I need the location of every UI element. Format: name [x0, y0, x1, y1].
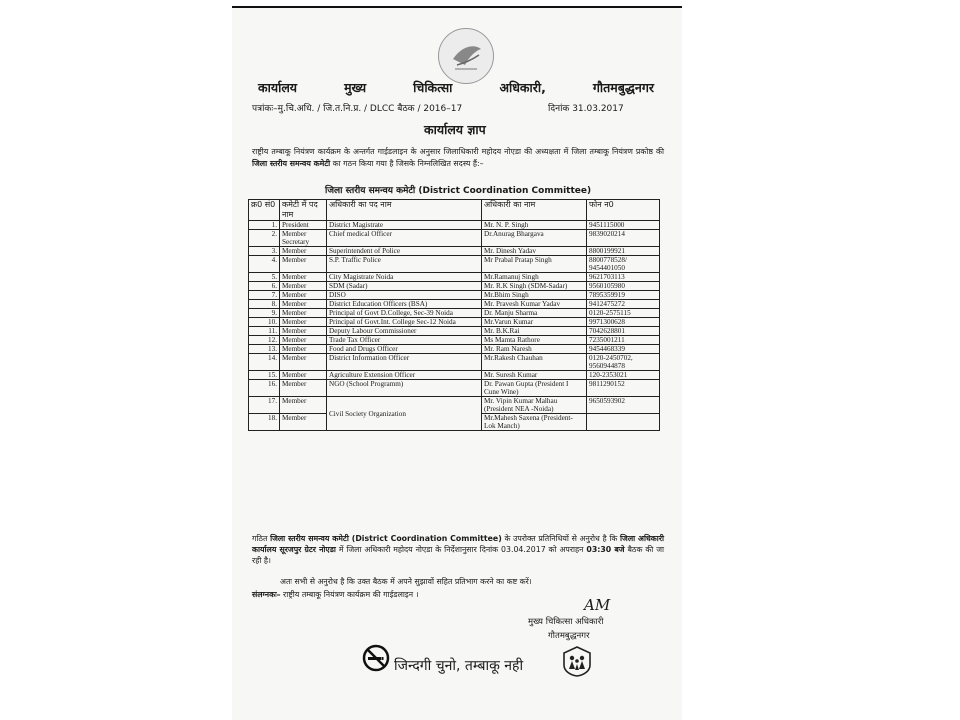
enclosure-text: राष्ट्रीय तम्बाकू नियंत्रण कार्यक्रम की गाईडलाइन । — [283, 590, 419, 599]
cell-phone: 9621703113 — [587, 273, 660, 282]
cell-serial: 17. — [249, 397, 280, 414]
cell-serial: 4. — [249, 256, 280, 273]
tobacco-slogan: जिन्दगी चुनो, तम्बाकू नही — [394, 658, 524, 674]
intro-committee-name: जिला स्तरीय समन्वय कमेटी — [252, 159, 331, 168]
meeting-e: में जिला अधिकारी महोदय नोएडा के निर्देशानुसार दिनांक 03.04.2017 को अपराहन — [338, 545, 584, 554]
cell-phone: 9454468339 — [587, 345, 660, 354]
cell-role: Member Secretary — [280, 230, 327, 247]
cell-post: Deputy Labour Commissioner — [327, 327, 482, 336]
signatory-district: गौतमबुद्धनगर — [548, 631, 590, 641]
cell-name: Ms Mamta Rathore — [482, 336, 587, 345]
cell-phone: 7235001211 — [587, 336, 660, 345]
cell-serial: 2. — [249, 230, 280, 247]
cell-phone: 7895359919 — [587, 291, 660, 300]
cell-role: Member — [280, 380, 327, 397]
header-officer-name: अधिकारी का नाम — [482, 200, 587, 221]
cell-phone: 8800778528/ 9454401050 — [587, 256, 660, 273]
cell-name: Dr.Anurag Bhargava — [482, 230, 587, 247]
header-district: गौतमबुद्धनगर — [592, 80, 654, 95]
reference-number: पत्रांकः–मु.चि.अधि. / जि.त.नि.प्र. / DLCC बैठक / 2016–17 — [252, 104, 463, 114]
cell-phone: 120-2353021 — [587, 371, 660, 380]
meeting-venue: जिला अधिकारी कार्यालय सूरजपुर ग्रेटर नोएडा — [252, 534, 665, 554]
cell-name: Mr. Dinesh Yadav — [482, 247, 587, 256]
cell-role: Member — [280, 291, 327, 300]
header-medical: चिकित्सा — [413, 80, 453, 95]
header-phone: फोन न0 — [587, 200, 660, 221]
table-row — [249, 354, 660, 371]
cell-phone: 0120-2575115 — [587, 309, 660, 318]
cell-phone: 9971300628 — [587, 318, 660, 327]
table-row — [249, 397, 660, 414]
cell-phone: 9451115000 — [587, 221, 660, 230]
table-body-tail — [249, 397, 660, 431]
table-row — [249, 336, 660, 345]
intro-text-2: का गठन किया गया है जिसके निम्नलिखित सदस्य हैं:– — [332, 159, 484, 168]
cell-role: Member — [280, 327, 327, 336]
cell-phone: 8800199921 — [587, 247, 660, 256]
table-row — [249, 300, 660, 309]
table-row — [249, 230, 660, 247]
cell-phone: 0120-2450702, 9560944878 — [587, 354, 660, 371]
cell-name: Dr. Manju Sharma — [482, 309, 587, 318]
cell-post: District Education Officers (BSA) — [327, 300, 482, 309]
cell-phone: 7042628801 — [587, 327, 660, 336]
signature-mark: AM — [584, 596, 611, 614]
cell-name: Mr. Pravesh Kumar Yadav — [482, 300, 587, 309]
meeting-c: के उपरोक्त प्रतिनिधियों से अनुरोध है कि — [504, 534, 618, 543]
cell-phone: 9839020214 — [587, 230, 660, 247]
cell-post: Principal of Govt.Int. College Sec-12 Noida — [327, 318, 482, 327]
cell-phone: 9650593902 — [587, 397, 660, 414]
cell-role: Member — [280, 397, 327, 414]
cell-name: Mr. N. P. Singh — [482, 221, 587, 230]
cell-serial: 12. — [249, 336, 280, 345]
office-header — [258, 79, 654, 96]
cell-serial: 5. — [249, 273, 280, 282]
intro-paragraph — [252, 146, 664, 170]
cell-phone: 9811290152 — [587, 380, 660, 397]
table-row — [249, 309, 660, 318]
table-row — [249, 345, 660, 354]
cell-name: Mr.Rakesh Chauhan — [482, 354, 587, 371]
cell-serial: 15. — [249, 371, 280, 380]
header-serial: क्र0 सं0 — [249, 200, 280, 221]
header-committee-role: कमेटी में पद नाम — [280, 200, 327, 221]
cell-post: District Information Officer — [327, 354, 482, 371]
cell-name: Mr.Ramanuj Singh — [482, 273, 587, 282]
cell-phone: 9560105980 — [587, 282, 660, 291]
cell-serial: 6. — [249, 282, 280, 291]
no-smoking-icon — [362, 644, 390, 676]
table-row — [249, 371, 660, 380]
cell-post: DISO — [327, 291, 482, 300]
table-row — [249, 380, 660, 397]
table-row — [249, 221, 660, 230]
cell-serial: 9. — [249, 309, 280, 318]
meeting-committee: जिला स्तरीय समन्वय कमेटी (District Coordination Committee) — [270, 534, 502, 543]
cell-post: Principal of Govt D.College, Sec-39 Noida — [327, 309, 482, 318]
cell-name: Mr Prabal Pratap Singh — [482, 256, 587, 273]
committee-table — [248, 199, 660, 431]
request-line: अतः सभी से अनुरोध है कि उक्त बैठक में अपने सुझावों सहित प्रतिभाग करने का कष्ट करें। — [280, 577, 532, 586]
cell-role: Member — [280, 345, 327, 354]
cell-post: Superintendent of Police — [327, 247, 482, 256]
cell-role: Member — [280, 309, 327, 318]
cell-serial: 14. — [249, 354, 280, 371]
cell-name: Mr.Mahesh Saxena (President-Lok Manch) — [482, 414, 587, 431]
cell-name: Mr.Bhim Singh — [482, 291, 587, 300]
cell-civil-society: Civil Society Organization — [327, 397, 482, 431]
cell-serial: 1. — [249, 221, 280, 230]
enclosure-label: संलग्नकः– — [252, 590, 281, 599]
cell-name: Mr. Suresh Kumar — [482, 371, 587, 380]
cell-name: Mr. Vipin Kumar Malhau (President NEA -Noida) — [482, 397, 587, 414]
cell-post: City Magistrate Noida — [327, 273, 482, 282]
cell-post: Trade Tax Officer — [327, 336, 482, 345]
cell-serial: 8. — [249, 300, 280, 309]
family-health-logo-icon — [562, 645, 592, 681]
table-row — [249, 273, 660, 282]
table-row — [249, 247, 660, 256]
header-officer: अधिकारी, — [499, 80, 546, 95]
cell-role: Member — [280, 282, 327, 291]
cell-name: Mr. Ram Naresh — [482, 345, 587, 354]
cell-serial: 10. — [249, 318, 280, 327]
cell-post: S.P. Traffic Police — [327, 256, 482, 273]
cell-serial: 13. — [249, 345, 280, 354]
committee-title: जिला स्तरीय समन्वय कमेटी (District Coordination Committee) — [325, 186, 592, 196]
health-emblem-icon — [438, 28, 494, 84]
table-row — [249, 327, 660, 336]
cell-post: Chief medical Officer — [327, 230, 482, 247]
cell-phone: 9412475272 — [587, 300, 660, 309]
cell-role: Member — [280, 273, 327, 282]
cell-name: Mr. B.K.Rai — [482, 327, 587, 336]
cell-role: Member — [280, 371, 327, 380]
cell-post: NGO (School Programm) — [327, 380, 482, 397]
header-officer-post: अधिकारी का पद नाम — [327, 200, 482, 221]
cell-post: Agriculture Extension Officer — [327, 371, 482, 380]
cell-serial: 3. — [249, 247, 280, 256]
table-row — [249, 291, 660, 300]
header-chief: मुख्य — [344, 80, 367, 95]
cell-serial: 18. — [249, 414, 280, 431]
cell-role: Member — [280, 247, 327, 256]
cell-phone — [587, 414, 660, 431]
cell-role: Member — [280, 354, 327, 371]
cell-post: Food and Drugs Officer — [327, 345, 482, 354]
cell-post: SDM (Sadar) — [327, 282, 482, 291]
cell-serial: 16. — [249, 380, 280, 397]
signatory-title: मुख्य चिकित्सा अधिकारी — [528, 617, 604, 627]
cell-role: Member — [280, 336, 327, 345]
cell-role: Member — [280, 414, 327, 431]
page-title: कार्यालय ज्ञाप — [424, 122, 486, 137]
table-body — [249, 221, 660, 397]
cell-post: District Magistrate — [327, 221, 482, 230]
table-row — [249, 318, 660, 327]
header-office: कार्यालय — [258, 80, 298, 95]
cell-name: Mr. R.K Singh (SDM-Sadar) — [482, 282, 587, 291]
cell-role: Member — [280, 318, 327, 327]
cell-serial: 7. — [249, 291, 280, 300]
table-row — [249, 282, 660, 291]
cell-role: Member — [280, 300, 327, 309]
table-header-row — [249, 200, 660, 221]
cell-name: Dr. Pawan Gupta (President I Cune Wine) — [482, 380, 587, 397]
meeting-a: गठित — [252, 534, 268, 543]
cell-serial: 11. — [249, 327, 280, 336]
enclosure-line — [252, 590, 418, 600]
cell-role: Member — [280, 256, 327, 273]
meeting-paragraph — [252, 533, 664, 566]
meeting-f: बैठक की जा रही है। — [252, 545, 665, 565]
cell-name: Mr.Varun Kumar — [482, 318, 587, 327]
table-row — [249, 256, 660, 273]
intro-text-1: राष्ट्रीय तम्बाकू नियंत्रण कार्यक्रम के अन्तर्गत गाईडलाइन के अनुसार जिलाधिकारी महोदय नोएडा की अध्यक्षता में जिला तम्बाकू नियंत्रण प्रकोष्ठ की — [252, 147, 664, 156]
cell-role: President — [280, 221, 327, 230]
document-date: दिनांक 31.03.2017 — [548, 104, 624, 114]
meeting-time: 03:30 बजे — [586, 545, 625, 554]
